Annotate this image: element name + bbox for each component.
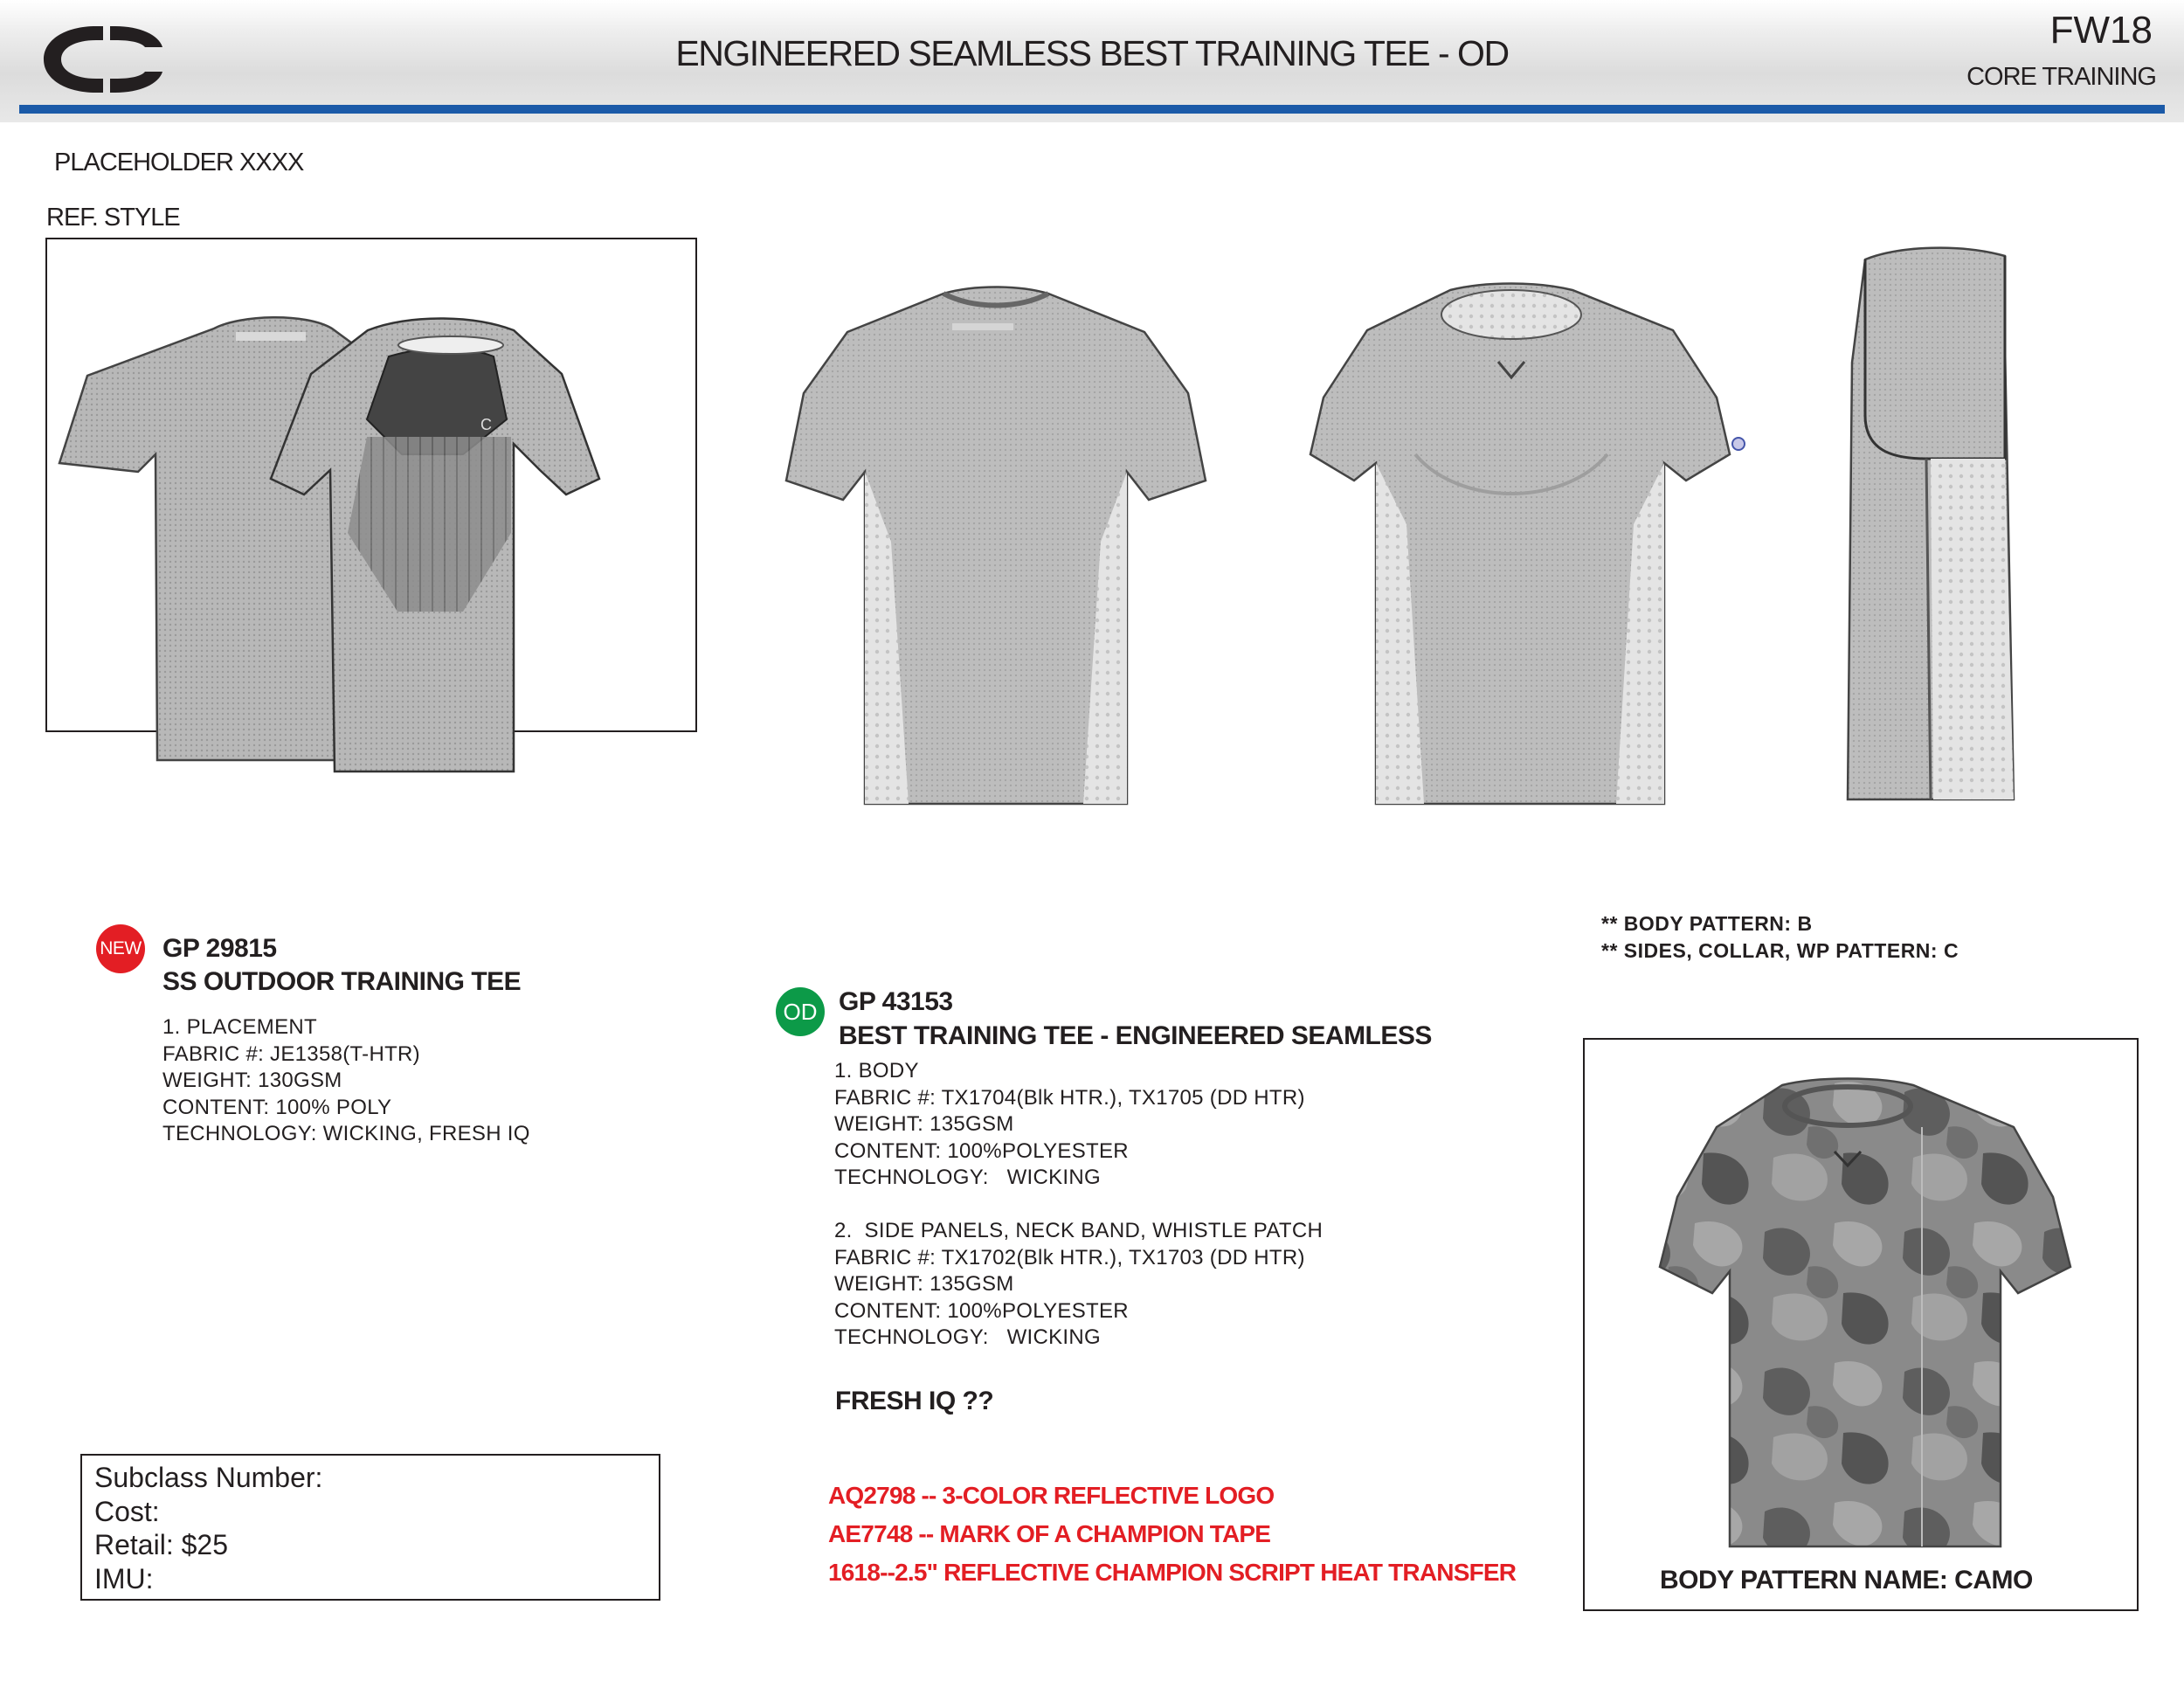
fresh-iq-note: FRESH IQ ?? [835,1387,994,1415]
season-label: FW18 [2049,9,2153,52]
spec-line: FABRIC #: TX1704(Blk HTR.), TX1705 (DD HTR) [834,1085,1305,1110]
ref-style-name: SS OUTDOOR TRAINING TEE [162,967,522,996]
spec-line: TECHNOLOGY: WICKING, FRESH IQ [162,1122,530,1145]
svg-text:C: C [480,416,492,433]
new-badge: NEW [96,924,145,973]
pattern-notes [1601,910,1959,965]
spec-line: 2. SIDE PANELS, NECK BAND, WHISTLE PATCH [834,1219,1324,1242]
subclass-number-label: Subclass Number: [94,1462,323,1493]
header-rule [19,105,2165,114]
imu-label: IMU: [94,1562,154,1595]
spec-line: CONTENT: 100% POLY [162,1095,392,1119]
ref-style-label: REF. STYLE [46,204,180,232]
spec-line: FABRIC #: JE1358(T-HTR) [162,1041,420,1066]
camo-tee-sketch [1616,1075,2123,1564]
style-code: GP 43153 [839,987,953,1016]
retail-label: Retail: $25 [94,1529,228,1560]
trims-list [828,1477,1516,1592]
spec-line: WEIGHT: 130GSM [162,1069,342,1092]
ref-style-specs [162,1014,530,1148]
style-specs [834,1058,1323,1352]
cost-label: Cost: [94,1495,160,1527]
spec-line: WEIGHT: 135GSM [834,1272,1014,1296]
body-pattern-note: ** BODY PATTERN: B [1601,912,1813,935]
ref-style-code: GP 29815 [162,934,277,963]
trim-script-heat-transfer: 1618--2.5" REFLECTIVE CHAMPION SCRIPT HEAT TRANSFER [828,1559,1517,1586]
pricing-box [80,1454,660,1601]
spec-line [834,1192,1323,1219]
trim-champion-tape: AE7748 -- MARK OF A CHAMPION TAPE [828,1520,1271,1547]
tee-side-sketch [1830,240,2049,808]
spec-line: CONTENT: 100%POLYESTER [834,1138,1129,1163]
trim-reflective-logo: AQ2798 -- 3-COLOR REFLECTIVE LOGO [828,1482,1275,1509]
spec-line: 1. BODY [834,1059,919,1083]
spec-line: CONTENT: 100%POLYESTER [834,1298,1129,1323]
tee-front-sketch [1267,280,1765,821]
spec-line: TECHNOLOGY: WICKING [834,1166,1101,1189]
placeholder-label: PLACEHOLDER XXXX [54,149,304,176]
ref-style-tee-sketch [52,245,699,612]
spec-line: TECHNOLOGY: WICKING [834,1325,1101,1349]
spec-line: WEIGHT: 135GSM [834,1112,1014,1136]
page-title: ENGINEERED SEAMLESS BEST TRAINING TEE - OD [675,33,1509,73]
spec-line: FABRIC #: TX1702(Blk HTR.), TX1703 (DD HTR) [834,1245,1305,1269]
sides-pattern-note: ** SIDES, COLLAR, WP PATTERN: C [1601,939,1959,962]
product-line-label: CORE TRAINING [1966,63,2156,91]
od-badge: OD [776,987,825,1036]
tee-back-sketch [778,280,1214,821]
spec-line: 1. PLACEMENT [162,1015,317,1039]
style-name: BEST TRAINING TEE - ENGINEERED SEAMLESS [839,1021,1432,1050]
body-pattern-name: BODY PATTERN NAME: CAMO [1660,1566,2033,1595]
